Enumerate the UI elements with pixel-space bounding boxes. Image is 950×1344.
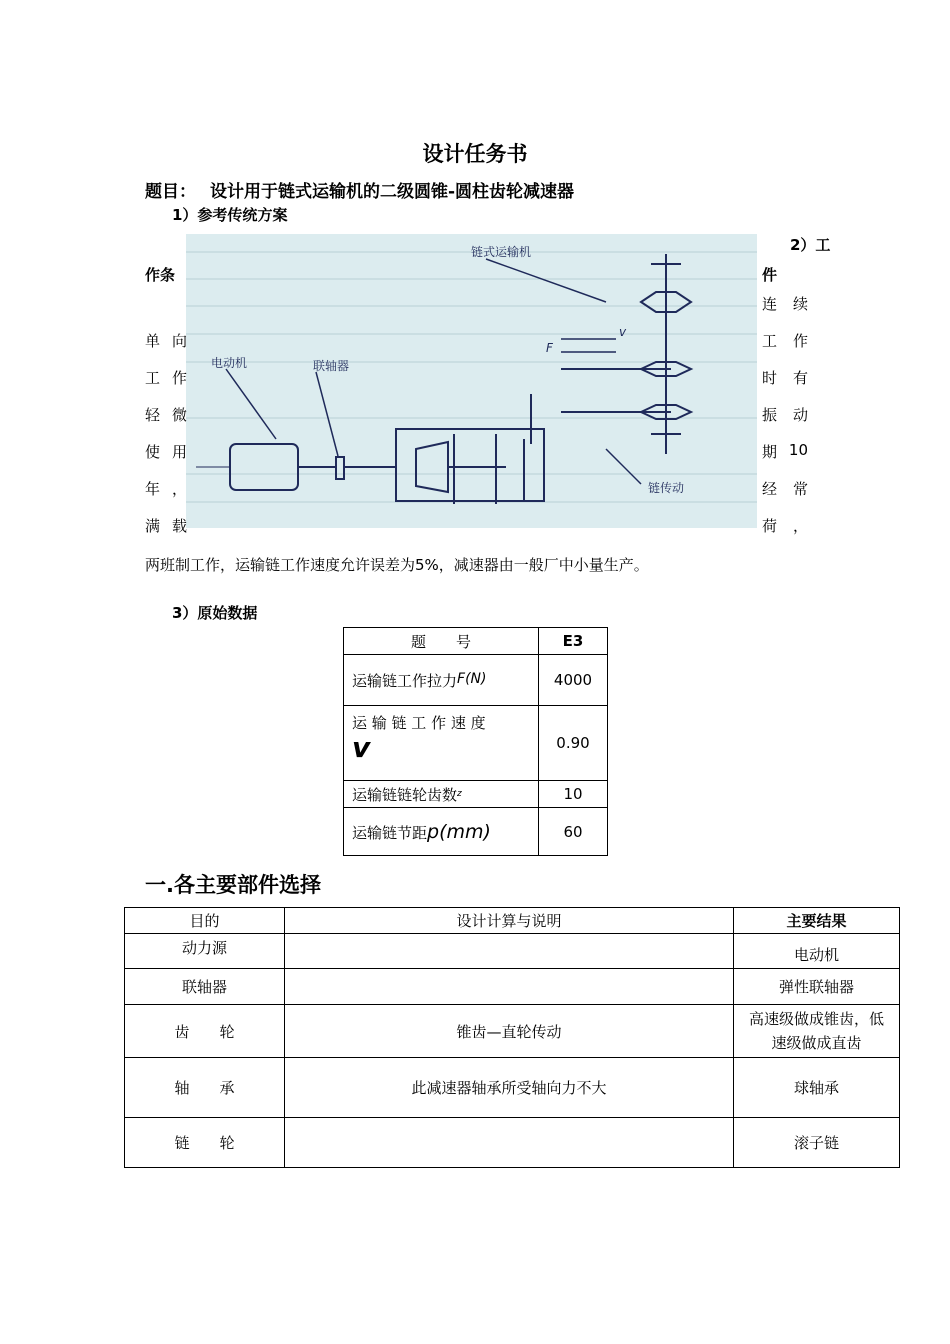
table-row — [125, 1118, 900, 1168]
right-char: 常 — [792, 480, 808, 498]
row-label: 运输链链轮齿数 — [352, 785, 458, 804]
right-char: 10 — [788, 441, 808, 459]
left-char: 用 — [171, 443, 187, 461]
cell-result: 弹性联轴器 — [734, 969, 900, 1005]
page-title: 设计任务书 — [422, 142, 528, 166]
working-conditions-paragraph: 两班制工作，运输链工作速度允许误差为5%，减速器由一般厂中小量生产。 — [145, 556, 649, 574]
right-char: 续 — [792, 295, 808, 313]
subject-label: 题目： — [145, 182, 196, 202]
cell-purpose: 轴 承 — [125, 1058, 285, 1118]
right-char: 有 — [792, 369, 808, 387]
label-conveyor: 链式运输机 — [471, 245, 532, 259]
cell-result: 滚子链 — [734, 1118, 900, 1168]
right-char: 动 — [792, 406, 808, 424]
row-symbol: p(mm) — [427, 820, 491, 843]
label-force: F — [546, 341, 553, 355]
cell-purpose: 链 轮 — [125, 1118, 285, 1168]
right-char: 振 — [762, 406, 778, 424]
cell-description — [285, 934, 734, 969]
data-cell-label — [344, 808, 539, 856]
section-original-data: 3）原始数据 — [172, 604, 258, 622]
row-label: 运输链节距 — [352, 823, 428, 842]
left-char: ， — [171, 480, 187, 498]
data-header-label: 题 号 — [344, 628, 539, 655]
left-char: 年 — [145, 480, 161, 498]
label-chain-drive: 链传动 — [648, 481, 685, 495]
left-char: 使 — [145, 443, 161, 461]
right-char: 工 — [762, 332, 778, 350]
cell-description: 锥齿—直轮传动 — [285, 1005, 734, 1058]
transmission-schematic — [186, 234, 757, 528]
cell-description — [285, 1118, 734, 1168]
table-header-row — [125, 908, 900, 934]
data-cell-value: 10 — [539, 781, 608, 808]
row-symbol: z — [457, 788, 462, 799]
data-cell-label — [344, 781, 539, 808]
right-char: 荷 — [762, 517, 778, 535]
cell-result: 球轴承 — [734, 1058, 900, 1118]
left-char: 满 — [145, 517, 161, 535]
left-char: 向 — [171, 332, 187, 350]
left-char: 作 — [171, 369, 187, 387]
label-coupling: 联轴器 — [313, 359, 350, 373]
table-row — [344, 808, 608, 856]
header-purpose: 目的 — [125, 908, 285, 934]
cell-description — [285, 969, 734, 1005]
original-data-table — [343, 627, 608, 856]
table-row — [344, 781, 608, 808]
left-label-top: 作条 — [145, 266, 176, 284]
right-char: 作 — [792, 332, 808, 350]
cell-description: 此减速器轴承所受轴向力不大 — [285, 1058, 734, 1118]
table-row — [125, 1005, 900, 1058]
data-cell-value: 0.90 — [539, 706, 608, 781]
data-cell-label — [344, 706, 539, 781]
row-symbol: v — [352, 731, 371, 764]
cell-purpose: 齿 轮 — [125, 1005, 285, 1058]
row-label: 运输链工作拉力 — [352, 671, 458, 690]
section-component-selection: 一.各主要部件选择 — [145, 873, 321, 897]
section2-head: 2）工 — [790, 236, 831, 254]
right-char: 时 — [762, 369, 778, 387]
left-char: 工 — [145, 369, 161, 387]
left-char: 单 — [145, 332, 161, 350]
right-column-text — [762, 293, 808, 543]
row-label: 运 输 链 工 作 速 度 — [352, 714, 486, 732]
left-char: 微 — [171, 406, 187, 424]
cell-result: 高速级做成锥齿，低速级做成直齿 — [734, 1005, 900, 1058]
table-row — [125, 1058, 900, 1118]
right-char: 经 — [762, 480, 778, 498]
cell-purpose: 联轴器 — [125, 969, 285, 1005]
right-char: ， — [792, 517, 808, 535]
label-velocity: v — [619, 325, 627, 339]
header-description: 设计计算与说明 — [285, 908, 734, 934]
header-result: 主要结果 — [734, 908, 900, 934]
table-row — [125, 969, 900, 1005]
cell-purpose: 动力源 — [125, 934, 285, 969]
table-row — [344, 706, 608, 781]
schematic-drawing — [186, 234, 757, 528]
component-selection-table — [124, 907, 900, 1168]
right-char: 期 — [762, 443, 778, 461]
data-header-value: E3 — [539, 628, 608, 655]
label-motor: 电动机 — [211, 356, 248, 370]
left-char: 轻 — [145, 406, 161, 424]
right-char: 连 — [762, 295, 778, 313]
subject-line — [145, 177, 574, 202]
section-reference-scheme: 1）参考传统方案 — [172, 206, 288, 224]
left-column-text — [145, 330, 187, 540]
data-cell-label — [344, 655, 539, 706]
data-cell-value: 60 — [539, 808, 608, 856]
table-row — [125, 934, 900, 969]
section2-head2: 件 — [762, 266, 778, 284]
table-row — [344, 655, 608, 706]
row-symbol: F(N) — [457, 670, 487, 687]
data-cell-value: 4000 — [539, 655, 608, 706]
cell-result: 电动机 — [734, 934, 900, 969]
left-char: 载 — [171, 517, 187, 535]
subject-text: 设计用于链式运输机的二级圆锥-圆柱齿轮减速器 — [210, 182, 575, 202]
